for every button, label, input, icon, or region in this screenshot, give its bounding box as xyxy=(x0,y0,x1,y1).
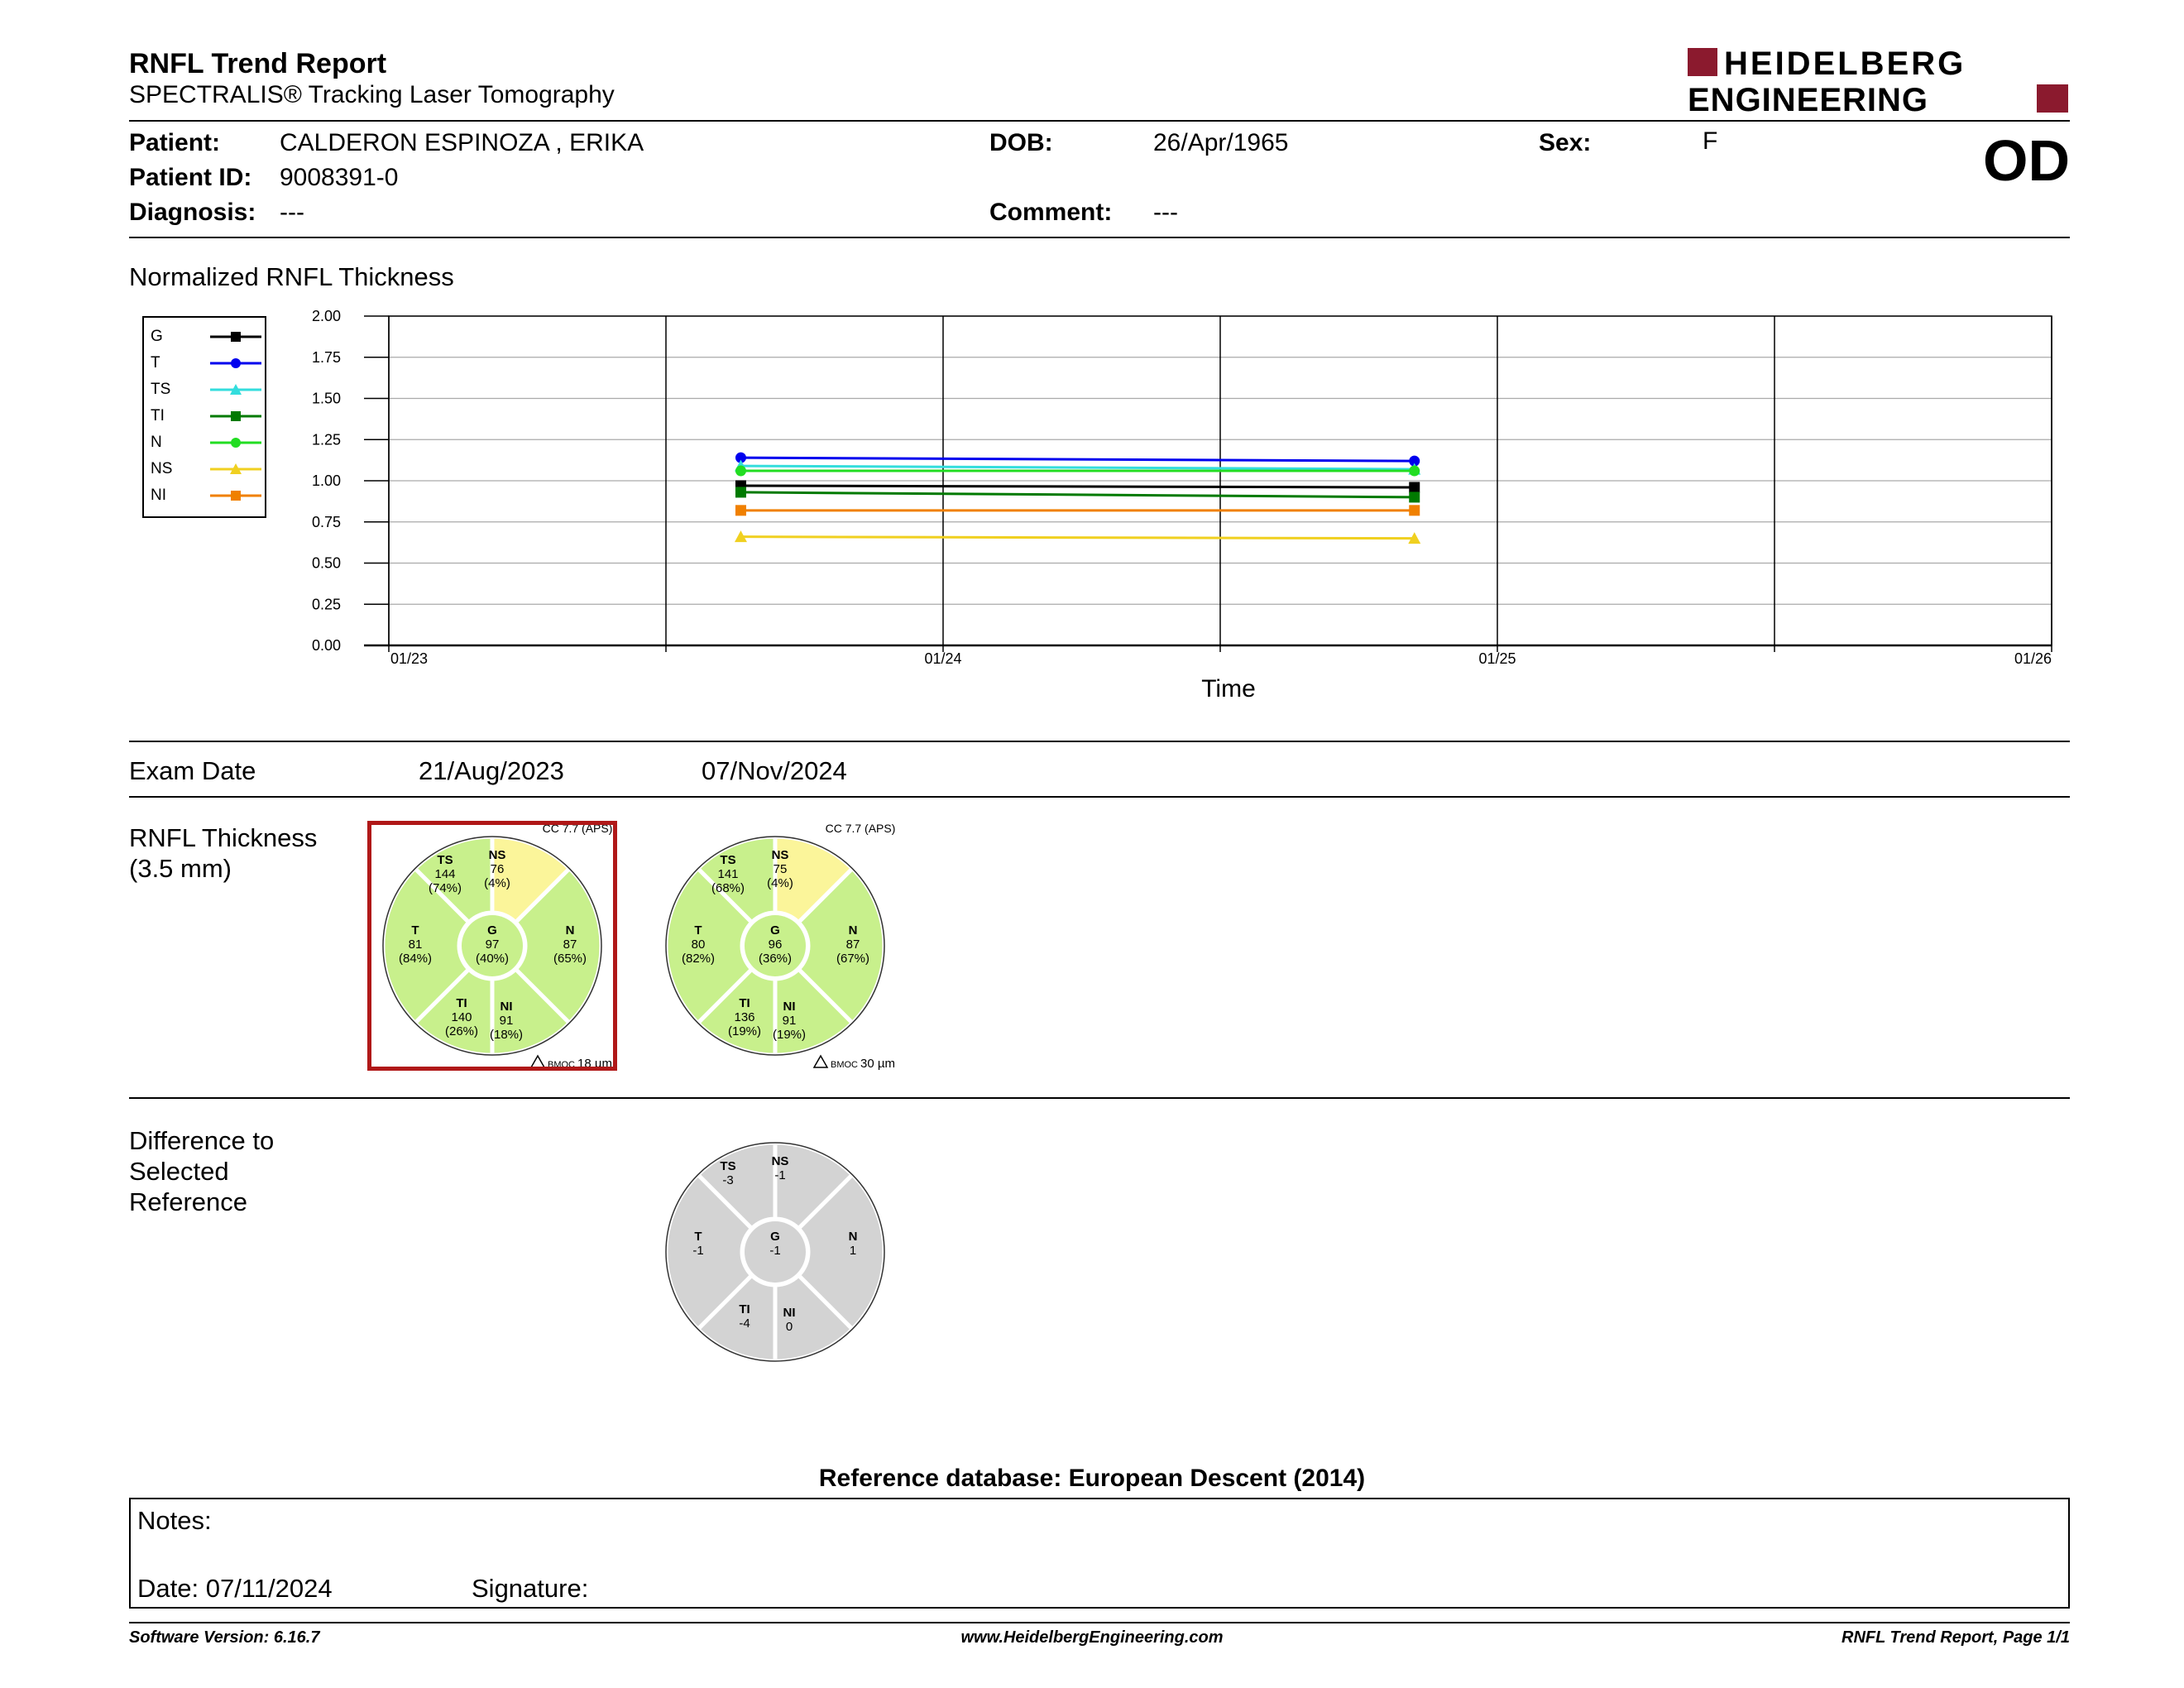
y-tick-label: 0.50 xyxy=(311,554,341,572)
sector-value-t: -1 xyxy=(692,1244,704,1258)
x-tick-label: 01/25 xyxy=(1478,650,1516,667)
notes-box xyxy=(129,1498,2070,1609)
page-number: RNFL Trend Report, Page 1/1 xyxy=(1842,1628,2070,1647)
sector-value-ts: 141 xyxy=(717,867,739,881)
sector-value-t: 81 xyxy=(408,938,423,952)
y-tick-label: 2.00 xyxy=(311,308,341,324)
sector-value-ti: 140 xyxy=(451,1010,472,1024)
eye-indicator: OD xyxy=(1983,128,2070,193)
rnfl-divider xyxy=(129,1097,2070,1099)
y-tick-label: 1.75 xyxy=(311,348,341,366)
sector-value-g: -1 xyxy=(769,1244,781,1258)
sector-value-ni: 91 xyxy=(782,1014,797,1028)
y-tick-label: 0.00 xyxy=(311,637,341,654)
sector-label-g: G xyxy=(770,1230,780,1244)
sector-value-g: 97 xyxy=(485,938,500,952)
sector-pct-n: (65%) xyxy=(553,952,587,966)
sector-pct-g: (36%) xyxy=(758,952,793,966)
dob-value: 26/Apr/1965 xyxy=(1153,129,1289,156)
sector-pct-t: (82%) xyxy=(681,952,716,966)
legend-label: N xyxy=(151,434,162,451)
series-line-ts xyxy=(740,466,1414,469)
sector-value-n: 87 xyxy=(563,938,577,952)
signature-label: Signature: xyxy=(472,1574,589,1603)
patient-id: 9008391-0 xyxy=(280,164,399,191)
bmo-label: BMOC xyxy=(831,1060,858,1070)
patient-label: Patient: xyxy=(129,129,221,156)
exam-date-divider xyxy=(129,796,2070,798)
y-tick-label: 0.75 xyxy=(311,513,341,530)
diagnosis-value: --- xyxy=(280,199,304,226)
sector-label-ni: NI xyxy=(500,1000,513,1014)
sector-value-ni: 0 xyxy=(785,1320,793,1334)
sector-value-ti: 136 xyxy=(734,1010,755,1024)
legend-label: T xyxy=(151,354,160,372)
legend-label: G xyxy=(151,328,163,345)
notes-label: Notes: xyxy=(137,1506,212,1535)
sex-value: F xyxy=(1703,127,1718,155)
x-axis-label: Time xyxy=(1201,675,1256,703)
legend-item-ti xyxy=(151,404,258,429)
delta-icon xyxy=(814,1056,827,1067)
sector-value-ts: 144 xyxy=(434,867,456,881)
sector-label-g: G xyxy=(487,923,497,938)
sector-pct-ti: (26%) xyxy=(444,1024,479,1038)
rnfl-circle-exam-2[interactable] xyxy=(650,821,900,1071)
sector-label-t: T xyxy=(694,1230,702,1244)
legend-item-ts xyxy=(151,377,258,402)
bmo-value: 30 µm xyxy=(860,1057,895,1071)
difference-label-line3: Reference xyxy=(129,1187,248,1216)
difference-label xyxy=(129,1125,274,1217)
legend-item-t xyxy=(151,351,258,376)
sector-value-ti: -4 xyxy=(739,1316,750,1331)
sector-label-t: T xyxy=(411,923,419,938)
series-line-t xyxy=(740,458,1414,461)
series-line-ns xyxy=(740,537,1414,539)
series-line-g xyxy=(740,486,1414,487)
comment-value: --- xyxy=(1153,199,1178,226)
exam-date-label: Exam Date xyxy=(129,756,256,785)
legend-item-g xyxy=(151,324,258,349)
legend-marker xyxy=(231,332,241,342)
sector-value-g: 96 xyxy=(768,938,783,952)
website-link[interactable]: www.HeidelbergEngineering.com xyxy=(960,1628,1224,1647)
sector-label-t: T xyxy=(694,923,702,938)
chart-section-title: Normalized RNFL Thickness xyxy=(129,262,454,291)
sex-label: Sex: xyxy=(1539,129,1592,156)
sector-pct-ns: (4%) xyxy=(767,876,793,890)
sector-label-ni: NI xyxy=(783,1000,796,1014)
sector-label-ni: NI xyxy=(783,1306,796,1320)
exam-date-1: 21/Aug/2023 xyxy=(419,756,564,785)
notes-date: Date: 07/11/2024 xyxy=(137,1574,333,1603)
sector-pct-ts: (68%) xyxy=(711,881,745,895)
rnfl-circle-exam-1[interactable] xyxy=(367,821,617,1071)
sector-label-g: G xyxy=(770,923,780,938)
heidelberg-logo xyxy=(1688,45,2070,116)
sector-pct-ti: (19%) xyxy=(727,1024,762,1038)
sector-label-n: N xyxy=(565,923,575,938)
chart-legend xyxy=(142,316,266,518)
y-tick-label: 1.00 xyxy=(311,472,341,489)
software-version: Software Version: 6.16.7 xyxy=(129,1628,320,1647)
report-title: RNFL Trend Report xyxy=(129,48,387,79)
data-point-n xyxy=(1409,466,1420,477)
difference-label-line2: Selected xyxy=(129,1157,229,1186)
data-point-ti xyxy=(735,487,746,497)
sector-value-ns: 76 xyxy=(490,862,505,876)
rnfl-label-line2: (3.5 mm) xyxy=(129,854,232,883)
sector-label-ti: TI xyxy=(456,996,467,1010)
chart-divider xyxy=(129,741,2070,742)
x-tick-label: 01/24 xyxy=(924,650,962,667)
delta-icon xyxy=(531,1056,544,1067)
data-point-ti xyxy=(1409,492,1420,502)
data-point-g xyxy=(1409,482,1420,492)
y-tick-label: 1.25 xyxy=(311,431,341,448)
sector-label-ts: TS xyxy=(437,853,453,867)
x-tick-label: 01/23 xyxy=(390,650,429,667)
x-tick-label: 01/26 xyxy=(2014,650,2052,667)
legend-item-ns xyxy=(151,457,258,482)
trend-chart xyxy=(281,300,2076,713)
reference-database: Reference database: European Descent (2014) xyxy=(818,1465,1366,1492)
sector-value-ni: 91 xyxy=(499,1014,514,1028)
logo-line1: HEIDELBERG xyxy=(1724,46,1966,82)
legend-marker xyxy=(231,438,241,448)
sector-value-ns: 75 xyxy=(773,862,788,876)
bmo-value: 18 µm xyxy=(577,1057,612,1071)
sector-pct-ni: (19%) xyxy=(772,1028,807,1042)
legend-item-ni xyxy=(151,483,258,508)
data-point-n xyxy=(735,466,746,477)
sector-label-ts: TS xyxy=(720,1159,736,1173)
legend-label: TS xyxy=(151,381,171,398)
centration-quality: CC 7.7 (APS) xyxy=(542,822,613,835)
diagnosis-label: Diagnosis: xyxy=(129,199,256,226)
footer-divider xyxy=(129,1622,2070,1623)
sector-pct-n: (67%) xyxy=(836,952,870,966)
sector-label-ts: TS xyxy=(720,853,736,867)
sector-value-n: 87 xyxy=(845,938,860,952)
sector-pct-ts: (74%) xyxy=(428,881,462,895)
dob-label: DOB: xyxy=(989,129,1053,156)
legend-label: NS xyxy=(151,460,173,477)
series-line-ti xyxy=(740,492,1414,497)
bmo-label: BMOC xyxy=(548,1060,575,1070)
data-point-ni xyxy=(735,505,746,516)
sector-value-t: 80 xyxy=(691,938,706,952)
centration-quality: CC 7.7 (APS) xyxy=(825,822,896,835)
difference-label-line1: Difference to xyxy=(129,1126,275,1155)
patient-divider xyxy=(129,237,2070,238)
sector-label-ns: NS xyxy=(771,1154,789,1168)
sector-value-ns: -1 xyxy=(774,1168,786,1182)
legend-marker xyxy=(231,358,241,368)
sector-label-ns: NS xyxy=(488,848,506,862)
sector-pct-ns: (4%) xyxy=(484,876,510,890)
sector-value-ts: -3 xyxy=(722,1173,734,1187)
legend-label: NI xyxy=(151,487,166,504)
sector-value-n: 1 xyxy=(849,1244,857,1258)
difference-circle xyxy=(650,1127,900,1377)
sector-label-ti: TI xyxy=(739,996,750,1010)
legend-label: TI xyxy=(151,407,165,424)
data-point-ni xyxy=(1409,505,1420,516)
patient-name: CALDERON ESPINOZA , ERIKA xyxy=(280,129,644,156)
legend-marker xyxy=(231,411,241,421)
sector-label-ns: NS xyxy=(771,848,789,862)
legend-marker xyxy=(231,491,241,501)
sector-label-n: N xyxy=(848,923,858,938)
header-divider xyxy=(129,120,2070,122)
y-tick-label: 1.50 xyxy=(311,390,341,407)
rnfl-thickness-label xyxy=(129,822,317,884)
legend-item-n xyxy=(151,430,258,455)
patient-id-label: Patient ID: xyxy=(129,164,252,191)
sector-label-ti: TI xyxy=(739,1302,750,1316)
exam-date-2: 07/Nov/2024 xyxy=(702,756,847,785)
sector-pct-ni: (18%) xyxy=(489,1028,524,1042)
sector-label-n: N xyxy=(848,1230,858,1244)
rnfl-label-line1: RNFL Thickness xyxy=(129,823,318,852)
logo-line2: ENGINEERING xyxy=(1688,82,1929,116)
y-tick-label: 0.25 xyxy=(311,596,341,613)
comment-label: Comment: xyxy=(989,199,1113,226)
sector-pct-g: (40%) xyxy=(475,952,510,966)
report-subtitle: SPECTRALIS® Tracking Laser Tomography xyxy=(129,81,615,108)
sector-pct-t: (84%) xyxy=(398,952,433,966)
